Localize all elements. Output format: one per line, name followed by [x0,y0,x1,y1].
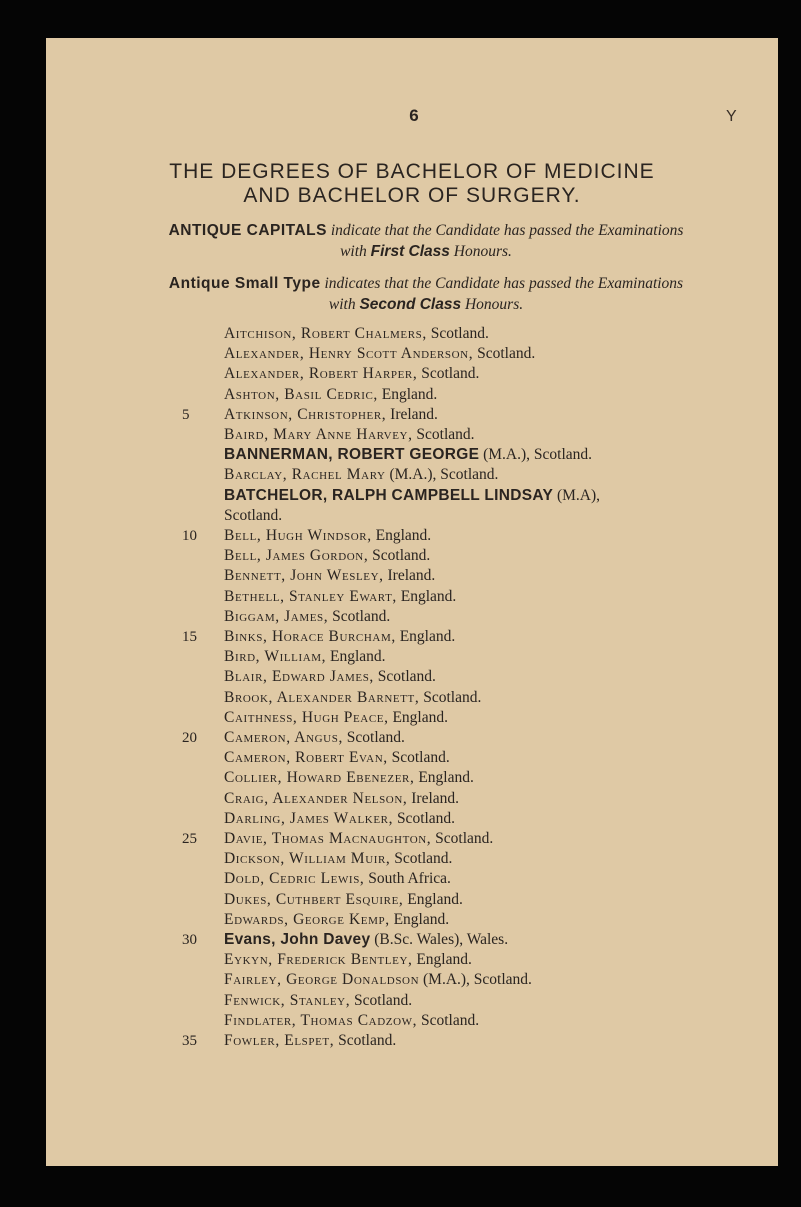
list-item [46,708,778,728]
candidate-entry [224,546,430,566]
candidate-entry [224,425,475,445]
list-item [46,627,778,647]
line-number: 30 [182,932,197,948]
candidate-entry [224,849,452,869]
candidate-details: Scotland. [473,345,536,363]
list-item [46,546,778,566]
candidate-name: Atkinson, Christopher, [224,405,387,423]
candidate-entry [224,364,479,384]
candidate-details: Ireland. [383,567,436,585]
candidate-details: England. [388,708,448,726]
line-number: 15 [182,629,197,645]
candidate-name: Fenwick, Stanley, [224,991,351,1009]
candidate-entry [224,627,455,647]
line-number: 20 [182,730,197,746]
candidate-entry [224,970,532,990]
list-item [46,728,778,748]
candidate-name: Baird, Mary Anne Harvey, [224,426,413,443]
candidate-name: Caithness, Hugh Peace, [224,708,389,726]
candidate-name: Biggam, James, [224,607,329,625]
candidate-entry [224,789,459,809]
candidate-details: England. [414,769,474,787]
candidate-details: South Africa. [364,870,451,888]
candidate-details: England. [403,890,463,908]
list-item [46,486,778,506]
candidate-entry [224,566,435,586]
list-item [46,344,778,364]
candidate-entry [224,1011,479,1031]
list-item [46,991,778,1011]
candidate-entry [224,405,438,425]
candidate-name: Bell, James Gordon, [224,547,369,565]
candidate-entry [224,526,431,546]
candidate-entry [224,910,449,930]
candidate-entry [224,688,481,708]
legend1-lead: ANTIQUE CAPITALS [168,222,327,239]
candidate-details: Scotland. [387,749,450,767]
candidate-details: Scotland. [373,668,436,686]
legend1-emphasis: First Class [370,243,450,260]
candidate-details: Scotland. [419,688,482,706]
legend1-text: indicate that the Candidate has passed the Examinations with [326,222,684,260]
candidate-entry [224,890,463,910]
list-item [46,910,778,930]
candidate-name: Davie, Thomas Macnaughton, [224,830,432,847]
list-item [46,607,778,627]
candidate-details: Scotland. [417,365,480,383]
list-item [46,768,778,788]
candidate-details: Scotland. [417,1011,480,1029]
candidate-name: Collier, Howard Ebenezer, [224,769,415,787]
candidate-entry [224,465,498,485]
candidate-name: Ashton, Basil Cedric, [224,385,378,403]
legend-first-class [166,220,686,262]
list-item [46,930,778,950]
legend2-emphasis: Second Class [359,296,462,313]
candidate-details: England. [412,951,472,969]
candidate-details: Scotland. [412,426,475,443]
list-item [46,647,778,667]
candidate-entry [224,587,456,607]
candidate-name: Eykyn, Frederick Bentley, [224,951,413,969]
list-item [46,526,778,546]
candidate-entry [224,869,451,889]
list-item-continuation [46,506,778,526]
line-number: 35 [182,1033,197,1049]
candidate-entry [224,486,600,506]
list-item [46,849,778,869]
candidate-entry [224,667,436,687]
candidate-name: Cameron, Robert Evan, [224,749,388,767]
page-number: 6 [409,106,419,125]
list-item [46,324,778,344]
candidate-details: (M.A), [553,486,601,504]
candidate-name: Blair, Edward James, [224,668,374,686]
candidate-entry [224,385,437,405]
document-page [46,38,778,1166]
candidate-name: BANNERMAN, ROBERT GEORGE [224,446,480,464]
candidate-name: Evans, John Davey [224,931,371,948]
candidate-name: BATCHELOR, RALPH CAMPBELL LINDSAY [224,486,554,504]
list-item [46,1031,778,1051]
line-number: 5 [182,406,190,423]
legend2-tail: Honours. [461,296,524,313]
candidate-details: (M.A.), Scotland. [385,466,499,484]
list-item [46,890,778,910]
candidate-name: Bell, Hugh Windsor, [224,527,372,544]
line-number: 10 [182,528,197,544]
legend2-lead: Antique Small Type [168,275,321,292]
title-line-1: THE DEGREES OF BACHELOR OF MEDICINE [169,160,655,183]
candidate-entry [224,728,405,748]
list-item [46,667,778,687]
candidate-details: Scotland. [368,547,431,565]
candidate-details: England. [371,527,432,544]
candidate-entry [224,607,390,627]
list-item [46,445,778,465]
candidate-name: Dold, Cedric Lewis, [224,870,365,888]
candidate-name: Fairley, George Donaldson [224,971,420,989]
list-item [46,809,778,829]
candidate-details: England. [395,628,456,645]
candidate-name: Craig, Alexander Nelson, [224,789,408,807]
candidate-name: Alexander, Robert Harper, [224,365,418,383]
candidate-entry [224,708,448,728]
candidate-details: England. [389,910,450,928]
candidate-details: Scotland. [350,991,413,1009]
candidate-details: (M.A.), Scotland. [479,446,593,464]
candidate-entry [224,324,489,344]
candidate-name: Fowler, Elspet, [224,1032,335,1049]
legend2-text: indicates that the Candidate has passed the Examinations with [320,275,684,313]
candidate-entry [224,445,592,465]
candidate-name: Findlater, Thomas Cadzow, [224,1011,418,1029]
candidate-details-continued: Scotland. [224,506,283,524]
candidate-name: Edwards, George Kemp, [224,910,390,928]
candidate-name: Bennett, John Wesley, [224,567,384,585]
candidate-name: Brook, Alexander Barnett, [224,688,420,706]
candidate-name: Binks, Horace Burcham, [224,628,396,645]
candidate-name: Dickson, William Muir, [224,850,391,868]
list-item [46,789,778,809]
candidate-name: Darling, James Walker, [224,809,394,827]
candidate-name: Aitchison, Robert Chalmers, [224,325,427,342]
candidate-details: England. [326,648,386,666]
candidate-details: Ireland. [386,405,438,423]
candidate-name: Cameron, Angus, [224,729,343,746]
candidate-details: Scotland. [431,830,494,847]
candidate-entry [224,950,472,970]
page-title [46,160,778,208]
legend1-tail: Honours. [449,243,512,260]
candidate-details: Ireland. [407,789,460,807]
list-item [46,566,778,586]
list-item [46,364,778,384]
list-item [46,1011,778,1031]
list-item [46,748,778,768]
candidate-name: Bethell, Stanley Ewart, [224,587,397,605]
candidate-details: Scotland. [342,729,405,746]
list-item [46,869,778,889]
list-item [46,688,778,708]
candidate-details: Scotland. [390,850,453,868]
list-item [46,385,778,405]
corner-mark: Y [726,108,737,125]
candidate-entry [224,1031,396,1051]
list-item [46,829,778,849]
title-line-2: AND BACHELOR OF SURGERY. [243,184,581,207]
list-item [46,425,778,445]
legend-second-class [166,273,686,315]
candidate-entry [224,344,535,364]
candidate-details: England. [396,587,457,605]
candidate-details: (B.Sc. Wales), Wales. [370,931,509,948]
list-item [46,970,778,990]
candidate-details: Scotland. [393,809,456,827]
candidate-entry [224,829,493,849]
candidate-details: Scotland. [334,1032,397,1049]
candidate-details: Scotland. [328,607,391,625]
candidate-name: Alexander, Henry Scott Anderson, [224,345,474,363]
candidate-entry [224,748,450,768]
list-item [46,950,778,970]
candidate-entry [224,647,386,667]
candidate-name: Barclay, Rachel Mary [224,466,386,484]
list-item [46,465,778,485]
candidate-details: (M.A.), Scotland. [419,971,532,989]
candidate-entry [224,809,455,829]
candidate-details: Scotland. [426,325,489,342]
list-item [46,587,778,607]
candidate-entry [224,991,412,1011]
candidate-name: Bird, William, [224,648,327,666]
line-number: 25 [182,831,197,847]
candidate-name: Dukes, Cuthbert Esquire, [224,890,404,908]
list-item [46,405,778,425]
candidate-entry [224,768,474,788]
candidate-details: England. [377,385,438,403]
candidate-entry [224,930,508,950]
